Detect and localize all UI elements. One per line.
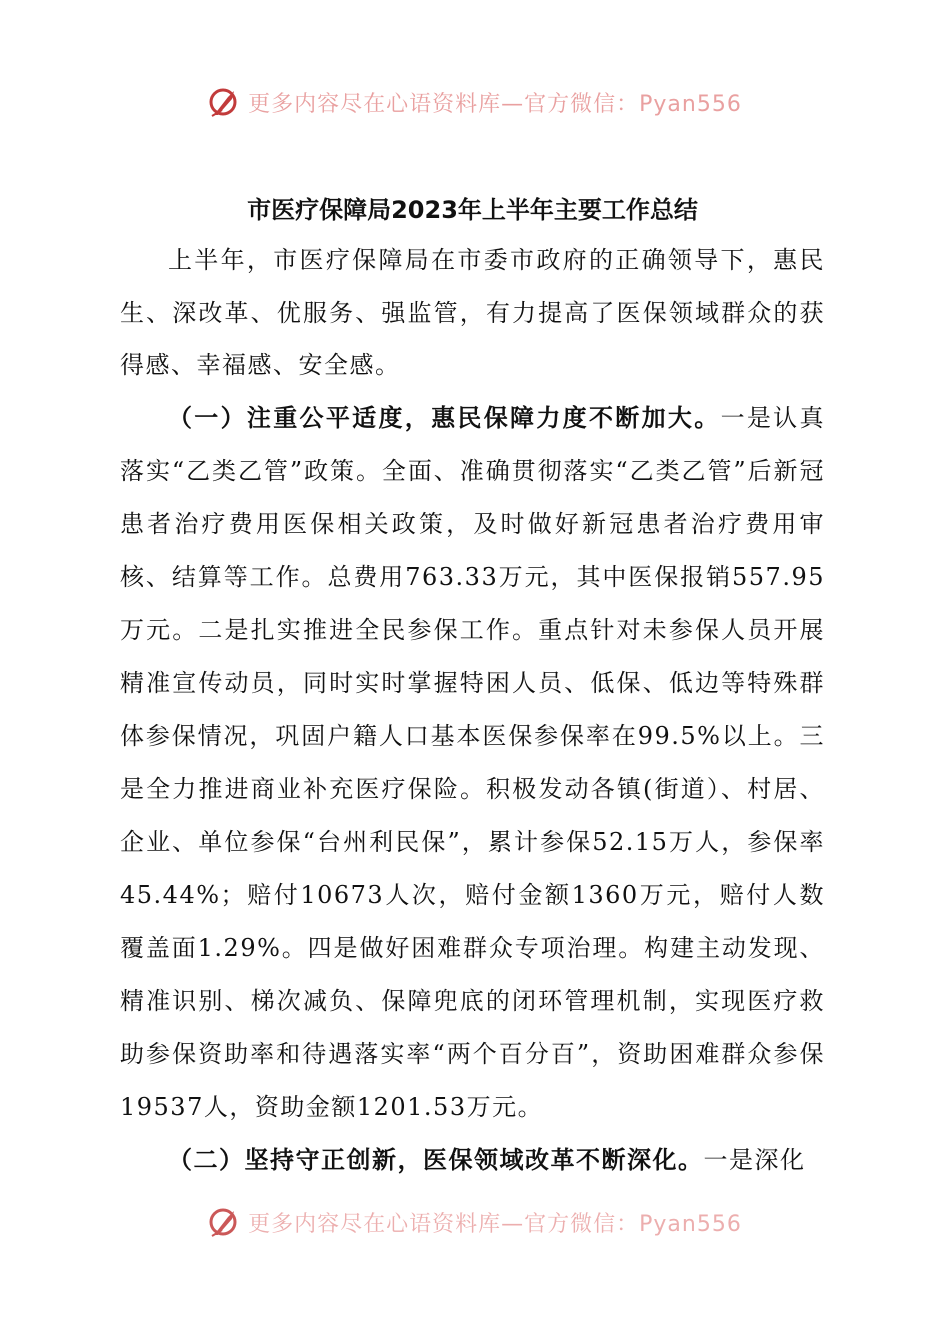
header-watermark	[0, 82, 950, 122]
footer-watermark	[0, 1202, 950, 1242]
pen-nib-logo-icon	[208, 1205, 242, 1239]
section-1-heading: （一）注重公平适度，惠民保障力度不断加大。	[168, 403, 721, 432]
section-2-heading: （二）坚持守正创新，医保领域改革不断深化。	[168, 1145, 704, 1174]
document-page	[120, 186, 825, 1187]
intro-paragraph: 上半年，市医疗保障局在市委市政府的正确领导下，惠民生、深改革、优服务、强监管，有力提高了医保领域群众的获得感、幸福感、安全感。	[120, 246, 825, 379]
section-2-paragraph	[120, 1134, 825, 1187]
section-2-body: 一是深化	[703, 1145, 806, 1174]
watermark-text: 更多内容尽在心语资料库—官方微信：Pyan556	[248, 91, 742, 117]
watermark-text: 更多内容尽在心语资料库—官方微信：Pyan556	[248, 1211, 742, 1237]
document-title: 市医疗保障局2023年上半年主要工作总结	[247, 196, 698, 224]
pen-nib-logo-icon	[208, 85, 242, 119]
section-1-body: 一是认真落实“乙类乙管”政策。全面、准确贯彻落实“乙类乙管”后新冠患者治疗费用医保相关政策，及时做好新冠患者治疗费用审核、结算等工作。总费用763.33万元，其中医保报销557.95万元。二是扎实推进全民参保工作。重点针对未参保人员开展精准宣传动员，同时实时掌握特困人员、低保、低边等特殊群体参保情况，巩固户籍人口基本医保参保率在99.5%以上。三是全力推进商业补充医疗保险。积极发动各镇(街道）、村居、企业、单位参保“台州利民保”，累计参保52.15万人，参保率45.44%；赔付10673人次，赔付金额1360万元，赔付人数覆盖面1.29%。四是做好困难群众专项治理。构建主动发现、精准识别、梯次减负、保障兜底的闭环管理机制，实现医疗救助参保资助率和待遇落实率“两个百分百”，资助困难群众参保19537人，资助金额1201.53万元。	[120, 403, 825, 1121]
section-1-paragraph	[120, 392, 825, 1134]
